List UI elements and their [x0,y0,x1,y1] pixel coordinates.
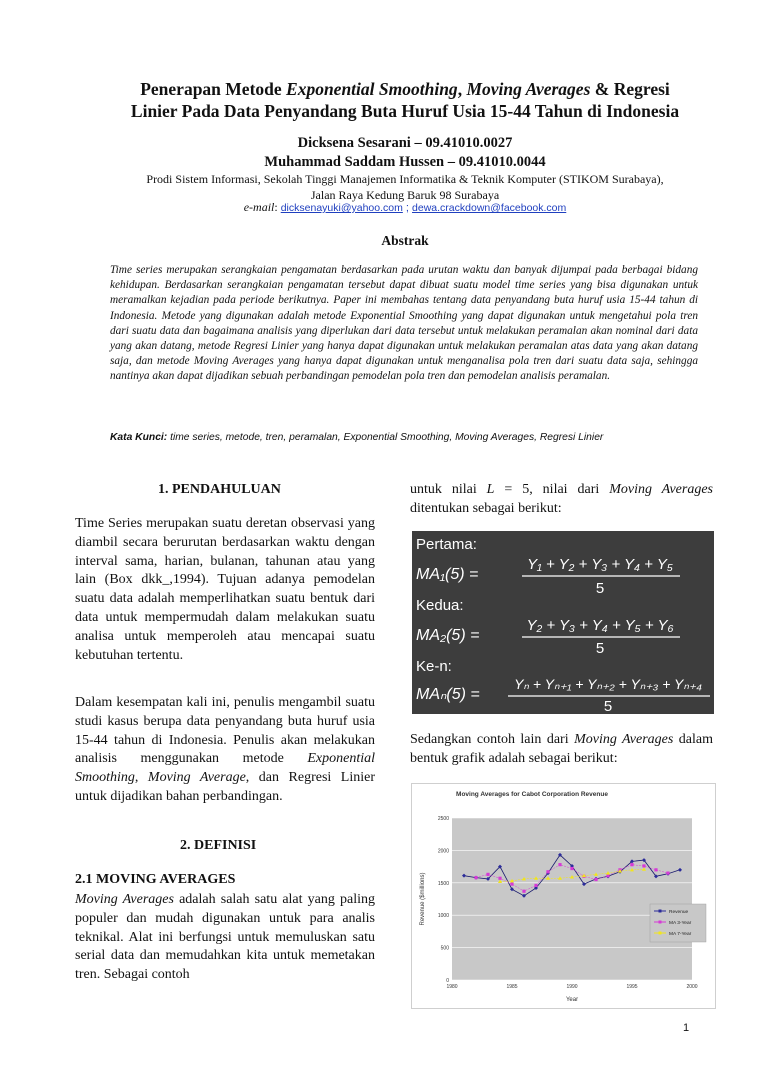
affiliation-line-2: Jalan Raya Kedung Baruk 98 Surabaya [310,188,500,202]
formula-num-3: Yₙ + Yₙ₊₁ + Yₙ₊₂ + Yₙ₊₃ + Yₙ₊₄ [514,676,702,692]
section-heading-pendahuluan: 1. PENDAHULUAN [158,482,281,497]
y-tick-label: 1500 [437,880,449,887]
formula-den-2: 5 [595,640,605,657]
series-point [666,871,669,874]
abstract-text: Time series merupakan serangkaian pengamatan berdasarkan pada urutan waktu dan banyak dijumpai pada berbagai bidang kehidupan. Berdasarkan serangkaian pengamatan tersebut dapat dibuat suatu model time series yang bisa digunakan untuk meramalkan kejadian pada periode berikutnya. Paper ini membahas tentang data penyandang buta huruf usia 15-44 tahun di Indonesia. Metode yang digunakan adalah metode Exponential Smoothing yang dapat digunakan untuk mengetahui pola tren dari suatu data dan bagaimana analisis yang diperlukan dari data tersebut untuk melakukan peramalan akan nominal dari data yang akan datang, metode Regresi Linier yang hanya dapat digunakan untuk melakukan peramalan atas data yang akan datang saja, dan metode Moving Averages yang hanya dapat digunakan untuk menganalisa pola tren dari suatu data saja, sehingga nantinya akan dapat dijadikan sebuah perbandingan pemodelan pola tren dan pemodelan analisis peramalan. [110,264,698,383]
y-tick-label: 2500 [437,816,449,822]
p2-text-e: , dan Regresi Linier untuk dijadikan bahan perbandingan. [75,770,376,804]
chart-title: Moving Averages for Cabot Corporation Revenue [456,791,608,798]
series-point [522,890,525,893]
r1-text-c: = 5, nilai dari [494,482,610,497]
chart-legend [650,904,706,942]
formula-label-pertama: Pertama: [416,536,477,553]
series-point [474,876,477,879]
y-tick-label: 0 [446,978,449,984]
p2-italic-ma: Moving Average [147,770,246,786]
r1-text-a: untuk nilai [410,482,487,497]
legend-marker [659,921,662,924]
email-line [95,200,715,215]
author-1: Dicksena Sesarani – 09.41010.0027 [297,135,513,151]
series-point [642,864,645,867]
formula-den-1: 5 [595,580,605,597]
subsection-heading-moving-averages: 2.1 MOVING AVERAGES [75,872,236,887]
legend-label: MA 7-Year [669,932,692,937]
author-2: Muhammad Saddam Hussen – 09.41010.0044 [264,154,546,170]
email-link-1[interactable]: dicksenayuki@yahoo.com [280,202,403,214]
p2-text-a: Dalam kesempatan kali ini, penulis mengambil suatu studi kasus berupa data penyandang buta huruf usia 15-44 tahun di Indonesia. Penulis akan melakukan analisis menggunakan metode [75,695,375,767]
series-point [654,868,657,871]
email-link-2[interactable]: dewa.crackdown@facebook.com [412,202,567,214]
x-axis-label: Year [565,997,579,1003]
x-tick-label: 2000 [686,984,698,990]
formula-lhs-2: MA₂(5) = [416,627,480,644]
paragraph-moving-averages [75,891,375,985]
title-text-end: & Regresi [590,79,670,99]
title-line-2: Linier Pada Data Penyandang Buta Huruf Usia 15-44 Tahun di Indonesia [130,101,680,121]
paper-title [95,78,715,122]
chart-figure [411,783,716,1009]
formula-num-2: Y₂ + Y₃ + Y₄ + Y₅ + Y₆ [526,617,674,634]
r1-italic-ma: Moving Averages [609,482,713,497]
series-point [510,882,513,885]
abstract-heading: Abstrak [381,233,429,248]
keywords [110,432,710,443]
series-point [594,878,597,881]
formula-label-kedua: Kedua: [416,597,464,614]
legend-label: Revenue [669,910,689,915]
legend-marker [659,910,662,913]
series-point [498,877,501,880]
formula-num-1: Y₁ + Y₂ + Y₃ + Y₄ + Y₅ [527,556,673,573]
paragraph-right-1 [410,481,713,519]
legend-label: MA 3-Year [669,921,692,926]
y-axis-label: Revenue ($millions) [420,872,426,926]
series-point [570,867,573,870]
chart-svg [412,784,715,1008]
email-colon: : [274,200,281,214]
r2-italic-ma: Moving Averages [574,732,674,747]
page-number: 1 [683,1022,690,1034]
r2-text-c: dalam bentuk grafik adalah sebagai berikut: [410,732,713,766]
legend-marker [659,932,662,935]
email-separator: ; [402,202,413,214]
x-tick-label: 1990 [566,984,578,990]
y-tick-label: 2000 [437,848,449,855]
keywords-label: Kata Kunci: [110,432,168,443]
series-point [558,863,561,866]
x-tick-label: 1980 [446,984,458,990]
p2-italic-es: Exponential Smoothing [75,751,375,786]
ma-text: adalah salah satu alat yang paling populer dan mudah digunakan untuk para analis teknikal. Alat ini berfungsi untuk memuluskan satu serial data dan memudahkan kita untuk memetakan tren. Sebagai contoh [75,892,375,983]
paragraph-pendahuluan-1: Time Series merupakan suatu deretan observasi yang diambil secara berurutan berdasarkan waktu dengan interval sama, harian, bulanan, tahunan atau yang lain (Box dkk_,1994). Tujuan adanya pemodelan suatu data adalah memperlihatkan suatu bentuk dari data untuk mempermudah dalam melakukan suatu analisa untuk memperoleh atau mencapai suatu kebutuhan tertentu. [75,516,375,663]
r1-italic-l: L [486,482,495,497]
affiliation [95,171,715,203]
formula-lhs-3: MAₙ(5) = [416,686,480,703]
r1-text-e: ditentukan sebagai berikut: [410,500,562,516]
r2-text-a: Sedangkan contoh lain dari [410,732,575,747]
formula-lhs-1: MA₁(5) = [416,566,479,583]
email-label: e-mail [243,200,275,214]
p2-text-c: , [134,770,148,786]
section-heading-definisi: 2. DEFINISI [180,838,257,853]
authors [95,134,715,172]
title-italic-es: Exponential Smoothing [286,79,458,99]
y-tick-label: 500 [440,945,449,952]
series-point [534,884,537,887]
series-point [546,870,549,873]
x-tick-label: 1995 [626,984,638,990]
title-comma: , [457,79,467,99]
formula-den-3: 5 [603,698,613,714]
title-text: Penerapan Metode [140,79,287,99]
formula-label-ke-n: Ke-n: [416,658,452,675]
x-tick-label: 1985 [506,984,518,990]
title-italic-ma: Moving Averages [466,79,591,99]
affiliation-line-1: Prodi Sistem Informasi, Sekolah Tinggi Manajemen Informatika & Teknik Komputer (STIKOM Surabaya), [146,172,664,186]
paragraph-right-2 [410,731,713,769]
formula-image [412,531,714,714]
formula-svg [412,531,714,714]
y-tick-label: 1000 [437,913,449,920]
series-point [630,863,633,866]
series-point [486,873,489,876]
plot-area [452,818,692,980]
paragraph-pendahuluan-2 [75,694,375,807]
ma-italic: Moving Averages [75,892,174,907]
keywords-text: time series, metode, tren, peramalan, Exponential Smoothing, Moving Averages, Regresi Linier [167,432,604,443]
